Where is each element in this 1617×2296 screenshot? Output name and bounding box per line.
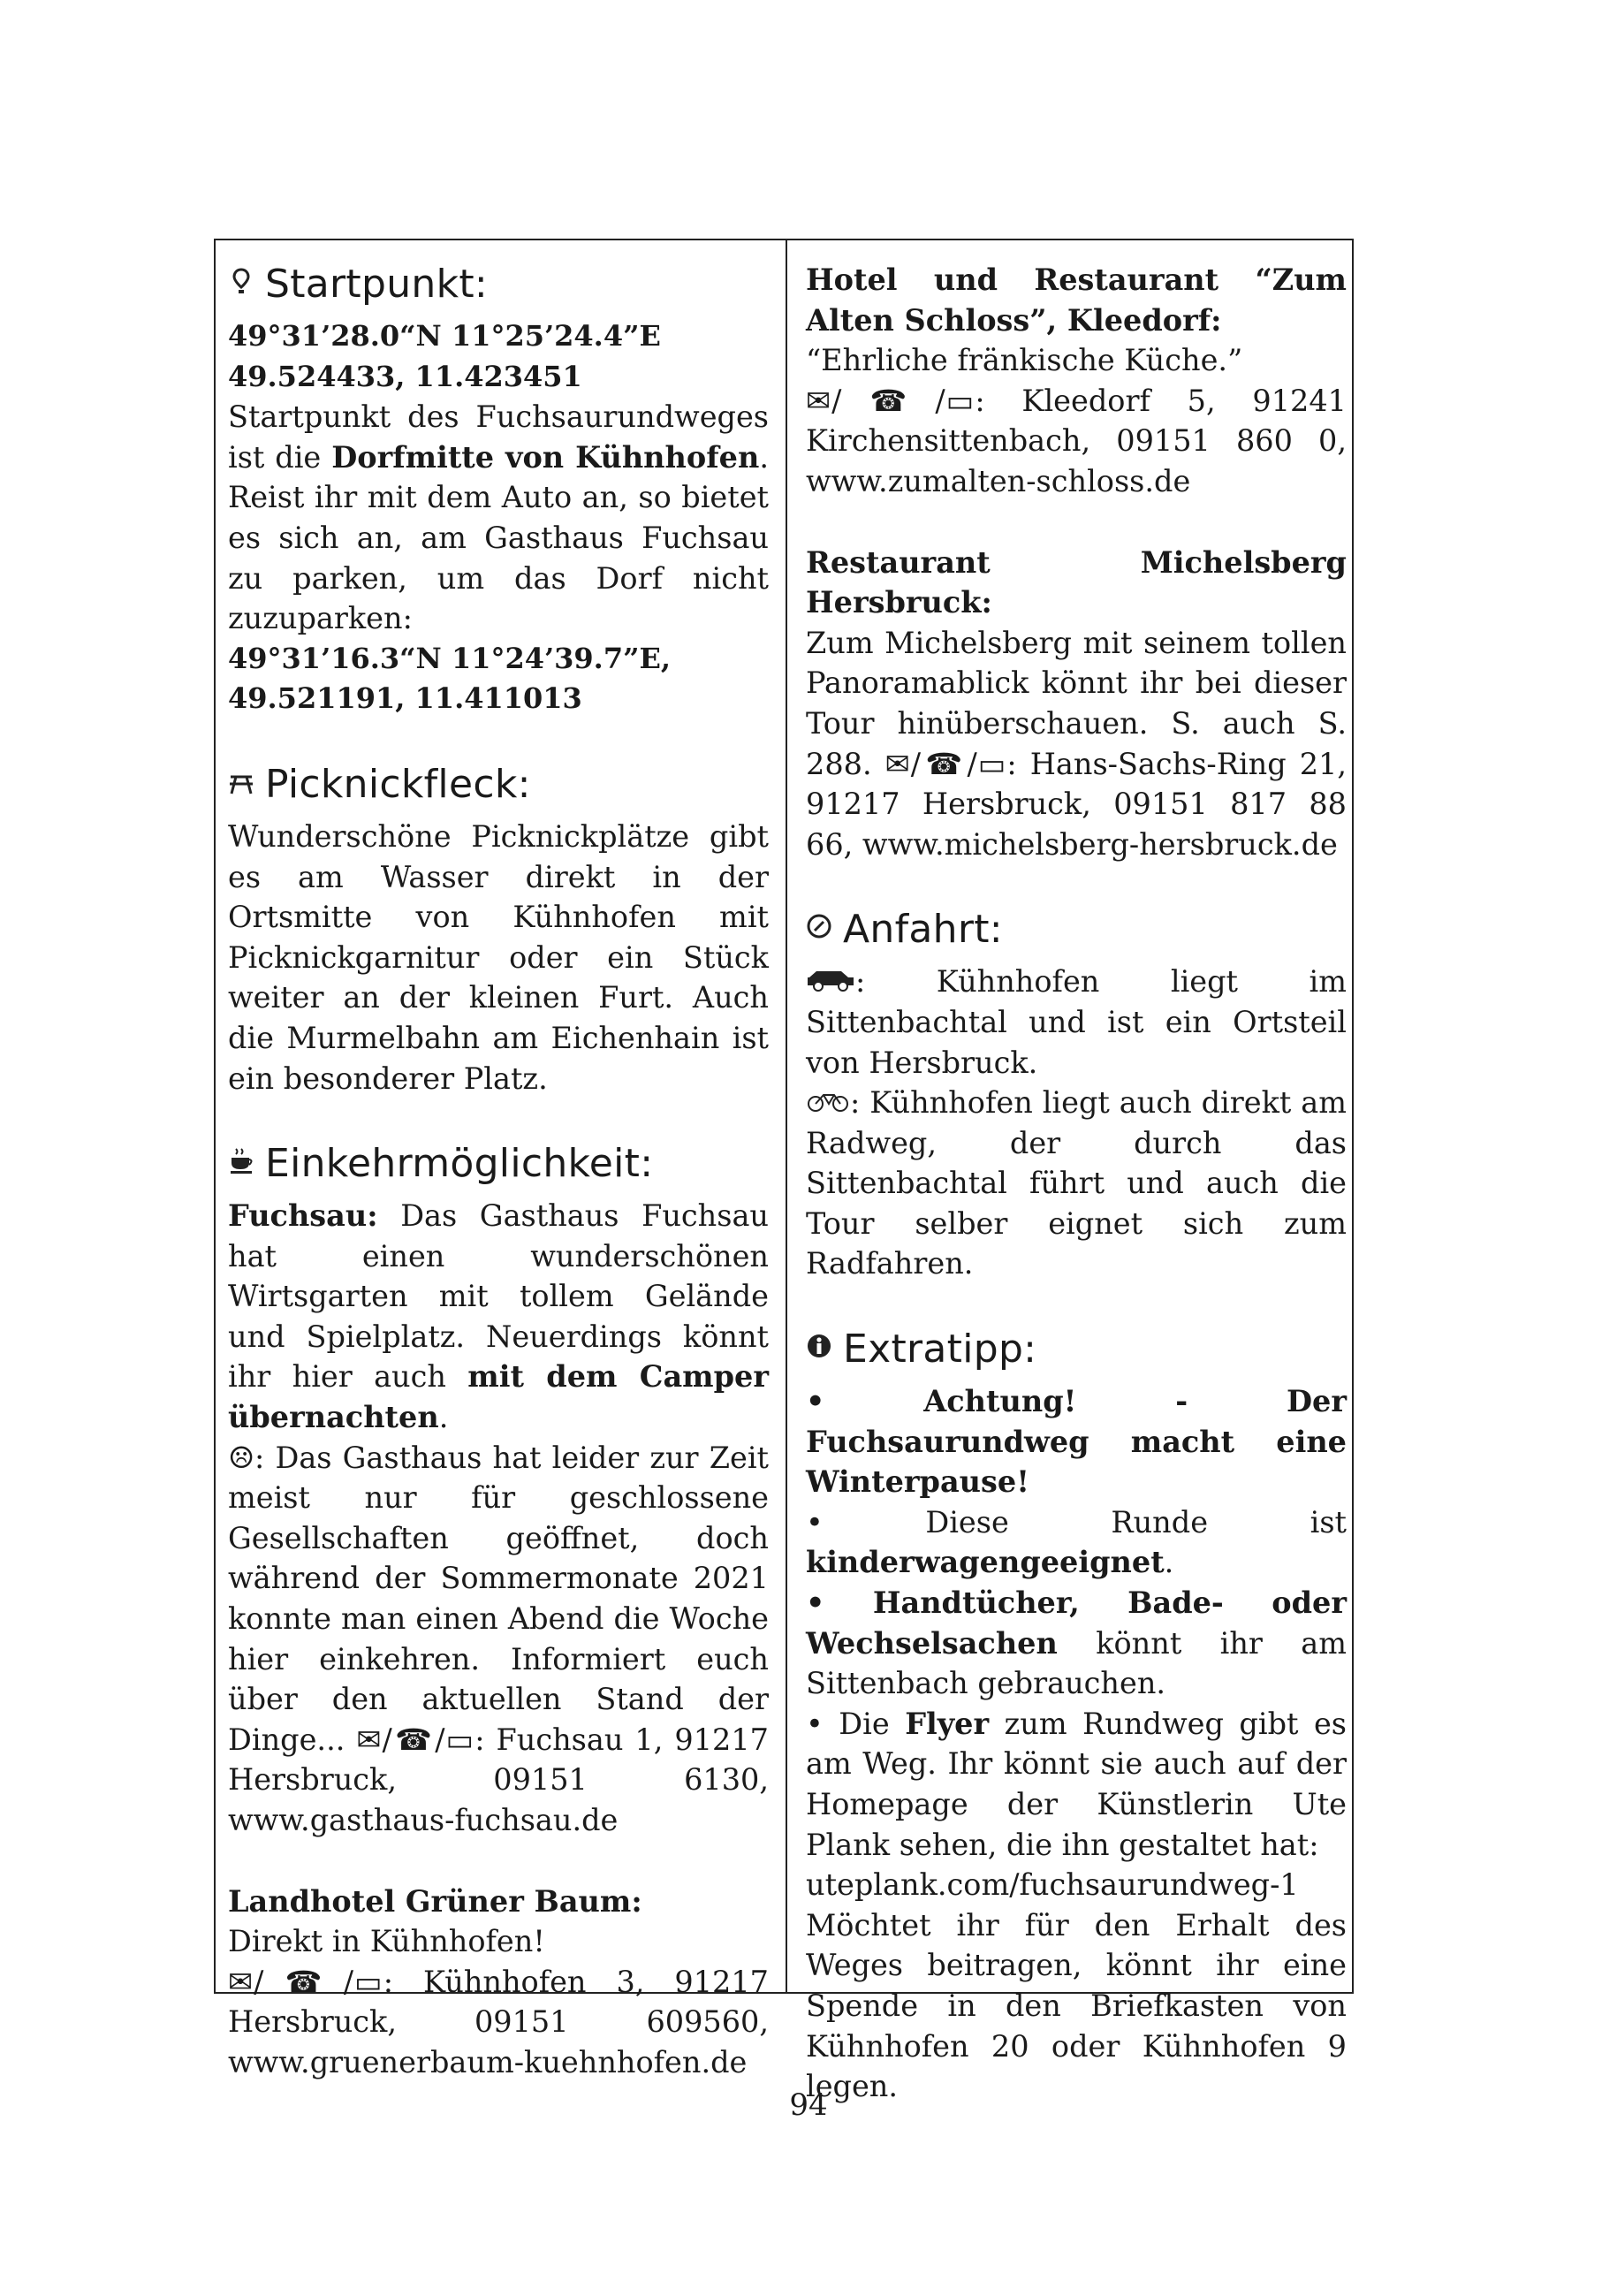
gruener-baum-text: Direkt in Kühnhofen! xyxy=(228,1924,545,1959)
schloss-contact: ✉/☎/▭: Kleedorf 5, 91241 Kirchensittenbach, 09151 860 0, www.zumalten-schloss.de xyxy=(806,383,1347,498)
anfahrt-bike: : Kühnhofen liegt auch direkt am Radweg, der durch das Sittenbachtal führt und auch die Tour selber eignet sich zum Radfahren. xyxy=(806,1085,1347,1281)
fuchsau-text: Fuchsau: Das Gasthaus Fuchsau hat einen wunderschönen Wirtsgarten mit tollem Gelände und Spielplatz. Neuerdings könnt ihr hier auch mit dem Camper übernachten. xyxy=(228,1198,769,1435)
content-box xyxy=(214,239,1354,2104)
startpunkt-heading: Startpunkt: xyxy=(228,260,769,309)
info-icon xyxy=(806,1325,832,1374)
column-divider xyxy=(786,240,787,1992)
extratipp-item-2: • Diese Runde ist kinderwagengeeignet. xyxy=(806,1504,1347,1580)
contact-icons: ✉/☎/▭ xyxy=(806,383,976,418)
bicycle-icon xyxy=(806,1085,850,1120)
compass-icon xyxy=(806,905,832,954)
parking-coord-dms: 49°31’16.3“N 11°24’39.7”E, xyxy=(228,641,672,675)
right-column xyxy=(806,260,1347,2107)
location-pin-icon xyxy=(228,260,254,309)
anfahrt-car: : Kühnhofen liegt im Sittenbachtal und ist ein Ortsteil von Hersbruck. xyxy=(806,964,1347,1080)
extratipp-item-3: • Handtücher, Bade- oder Wechselsachen könnt ihr am Sittenbach gebrauchen. xyxy=(806,1585,1347,1701)
gruener-baum-name: Landhotel Grüner Baum: xyxy=(228,1883,642,1919)
schloss-name: Hotel und Restaurant “Zum Alten Schloss”, Kleedorf: xyxy=(806,262,1347,338)
fuchsau-note: ☹: Das Gasthaus hat leider zur Zeit meist nur für geschlossene Gesellschaften geöffnet, doch während der Sommermonate 2021 konnte man einen Abend die Woche hier einkehren. Informiert euch über den aktuellen Stand der Dinge... ✉/☎/▭: Fuchsau 1, 91217 Hersbruck, 09151 6130, www.gasthaus-fuchsau.de xyxy=(228,1440,769,1837)
contact-icons: ✉/☎/▭ xyxy=(356,1722,475,1757)
coffee-cup-icon xyxy=(228,1139,254,1189)
extratipp-url: uteplank.com/fuchsaurundweg-1 xyxy=(806,1867,1299,1903)
einkehr-heading: Einkehrmöglichkeit: xyxy=(228,1139,769,1189)
michelsberg-name: Restaurant Michelsberg Hersbruck: xyxy=(806,544,1347,620)
schloss-text: “Ehrliche fränkische Küche.” xyxy=(806,343,1243,378)
left-column xyxy=(228,260,769,2083)
picknick-heading: Picknickfleck: xyxy=(228,760,769,810)
gruener-baum-contact: ✉/☎/▭: Kühnhofen 3, 91217 Hersbruck, 09151 609560, www.gruenerbaum-kuehnhofen.de xyxy=(228,1964,769,2079)
michelsberg-text: Zum Michelsberg mit seinem tollen Panoramablick könnt ihr bei dieser Tour hinüberschauen. S. auch S. 288. ✉/☎/▭: Hans-Sachs-Ring 21, 91217 Hersbruck, 09151 817 88 66, www.michelsberg-hersbruck.de xyxy=(806,625,1347,862)
startpunkt-text: Startpunkt des Fuchsaurundweges ist die Dorfmitte von Kühnhofen. Reist ihr mit dem Auto an, so bietet es sich an, am Gasthaus Fuchsau zu parken, um das Dorf nicht zuzuparken: xyxy=(228,399,769,636)
extratipp-item-5: Möchtet ihr für den Erhalt des Weges beitragen, könnt ihr eine Spende in den Briefkasten von Kühnhofen 20 oder Kühnhofen 9 legen. xyxy=(806,1907,1347,2104)
parking-coord-dec: 49.521191, 11.411013 xyxy=(228,681,582,716)
start-coord-dec: 49.524433, 11.423451 xyxy=(228,359,582,393)
car-icon xyxy=(806,964,855,999)
picnic-table-icon xyxy=(228,760,254,810)
page-number: 94 xyxy=(789,2087,828,2123)
extratipp-item-1: • Achtung! - Der Fuchsaurundweg macht eine Winterpause! xyxy=(806,1384,1347,1500)
extratipp-item-4: • Die Flyer zum Rundweg gibt es am Weg. Ihr könnt sie auch auf der Homepage der Künstlerin Ute Plank sehen, die ihn gestaltet hat: xyxy=(806,1706,1348,1862)
start-coord-dms: 49°31’28.0“N 11°25’24.4”E xyxy=(228,319,661,353)
picknick-text: Wunderschöne Picknickplätze gibt es am Wasser direkt in der Ortsmitte von Kühnhofen mit Picknickgarnitur oder ein Stück weiter an der kleinen Furt. Auch die Murmelbahn am Eichenhain ist ein besonderer Platz. xyxy=(228,818,769,1096)
contact-icons: ✉/☎/▭ xyxy=(884,746,1007,781)
sad-face-icon: ☹ xyxy=(228,1440,255,1475)
extratipp-heading: Extratipp: xyxy=(806,1325,1347,1374)
contact-icons: ✉/☎/▭ xyxy=(228,1964,383,1999)
anfahrt-heading: Anfahrt: xyxy=(806,905,1347,954)
